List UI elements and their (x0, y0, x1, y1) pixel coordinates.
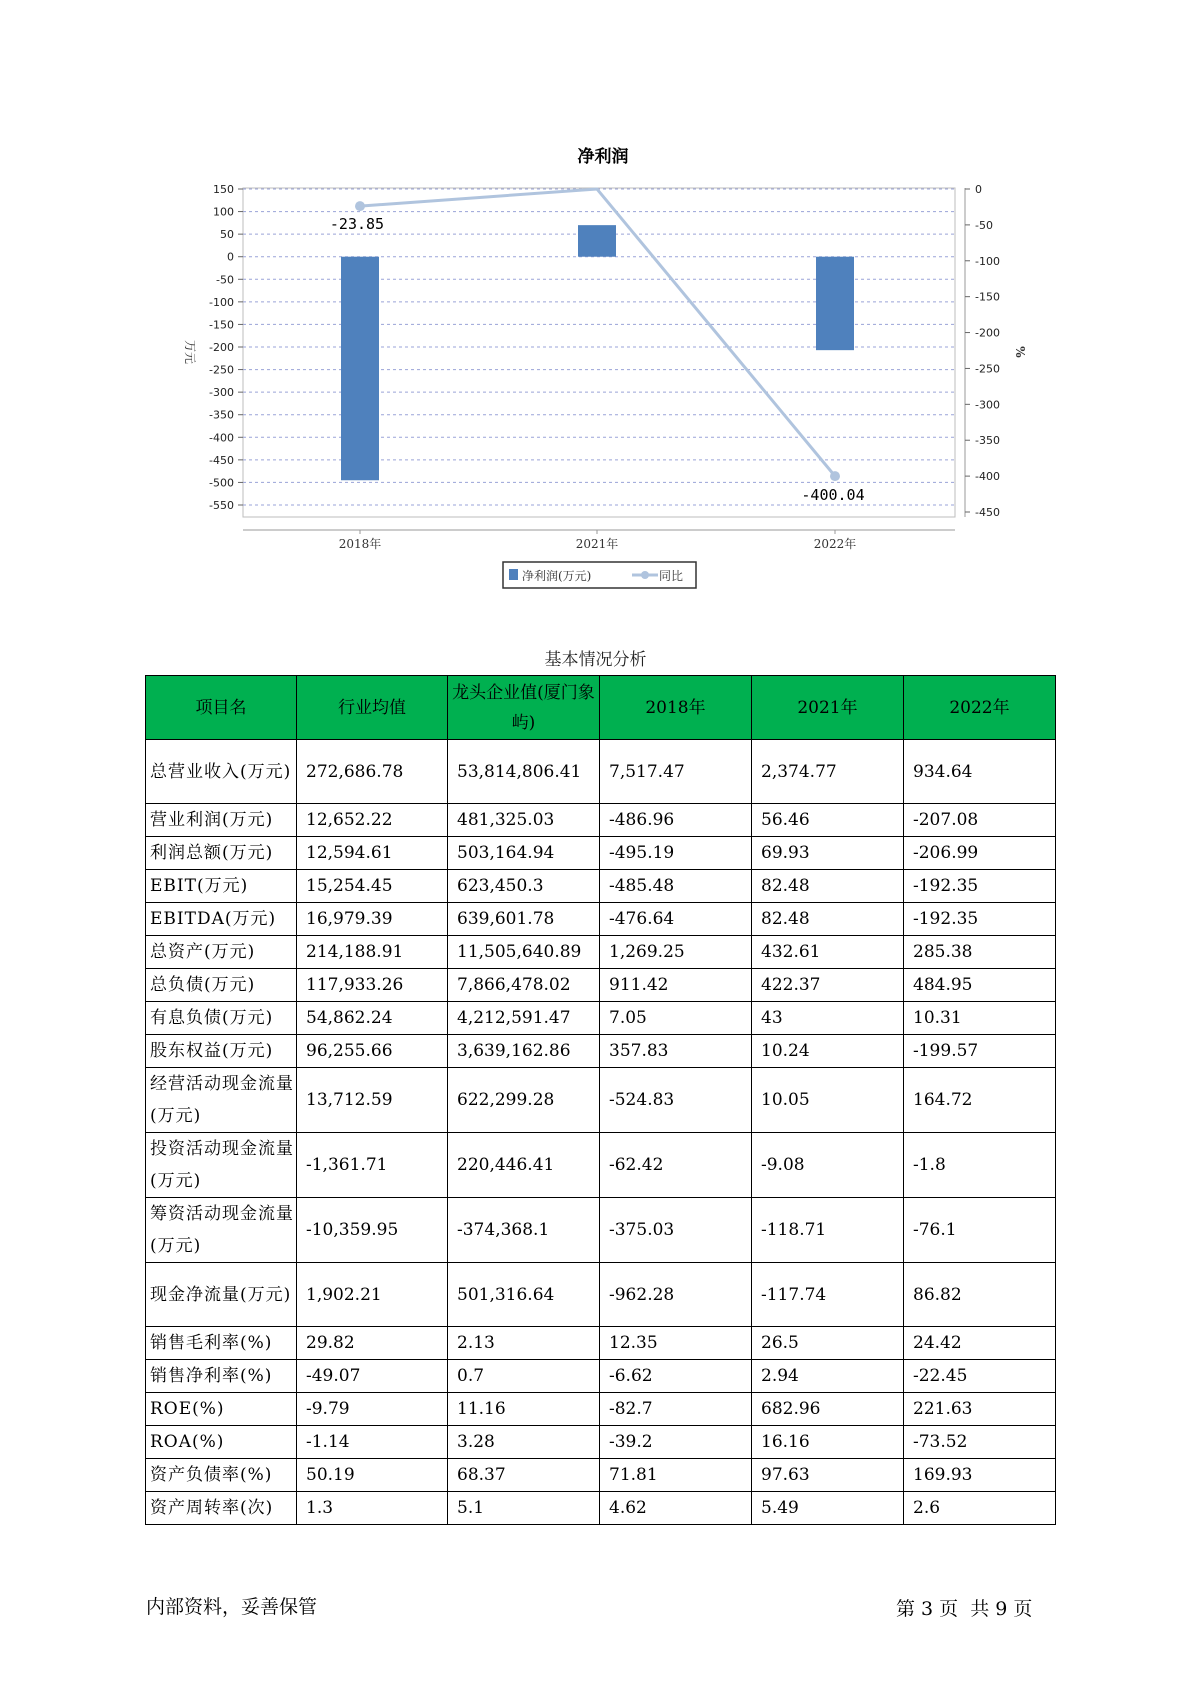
chart-title: 净利润 (577, 147, 629, 167)
table-cell: 97.63 (752, 1459, 904, 1492)
table-cell: 623,450.3 (448, 870, 600, 903)
row-label: 总资产(万元) (146, 936, 297, 969)
table-cell: 15,254.45 (297, 870, 448, 903)
table-cell: 285.38 (904, 936, 1056, 969)
table-cell: 53,814,806.41 (448, 740, 600, 804)
row-label: 资产负债率(%) (146, 1459, 297, 1492)
chart-canvas (0, 0, 1191, 620)
row-label: 营业利润(万元) (146, 804, 297, 837)
right-tick-label: -100 (975, 254, 1000, 268)
table-cell: 54,862.24 (297, 1002, 448, 1035)
left-tick-label: -300 (209, 386, 234, 400)
table-cell: -1.8 (904, 1133, 1056, 1198)
table-cell: -476.64 (600, 903, 752, 936)
table-cell: 0.7 (448, 1360, 600, 1393)
table-cell: 24.42 (904, 1327, 1056, 1360)
left-tick-label: 0 (227, 250, 234, 264)
x-tick-label: 2021年 (575, 537, 619, 551)
table-cell: -9.08 (752, 1133, 904, 1198)
bar-net-profit (578, 225, 616, 257)
footer-page-number: 第 3 页 共 9 页 (896, 1598, 1033, 1620)
right-tick-label: -250 (975, 362, 1000, 376)
table-cell: 1,902.21 (297, 1263, 448, 1327)
row-label: 利润总额(万元) (146, 837, 297, 870)
table-cell: 12,652.22 (297, 804, 448, 837)
legend-label-net-profit: 净利润(万元) (522, 569, 592, 583)
table-cell: 221.63 (904, 1393, 1056, 1426)
table-cell: 29.82 (297, 1327, 448, 1360)
table-cell: 357.83 (600, 1035, 752, 1068)
table-cell: -6.62 (600, 1360, 752, 1393)
table-cell: 2.94 (752, 1360, 904, 1393)
table-cell: -117.74 (752, 1263, 904, 1327)
right-tick-label: -400 (975, 470, 1000, 484)
table-cell: 214,188.91 (297, 936, 448, 969)
data-label-2018: -23.85 (329, 215, 385, 233)
table-cell: 82.48 (752, 903, 904, 936)
right-tick-label: -350 (975, 434, 1000, 448)
right-tick-label: -200 (975, 326, 1000, 340)
right-tick-label: -450 (975, 506, 1000, 519)
table-cell: 82.48 (752, 870, 904, 903)
table-row (146, 1133, 1056, 1198)
bar-net-profit (816, 257, 854, 350)
table-cell: -39.2 (600, 1426, 752, 1459)
left-tick-label: -100 (209, 295, 234, 309)
right-tick-label: -300 (975, 398, 1000, 412)
table-row (146, 1492, 1056, 1525)
table-row (146, 969, 1056, 1002)
table-row (146, 1068, 1056, 1133)
table-row (146, 1035, 1056, 1068)
table-cell: -486.96 (600, 804, 752, 837)
table-cell: 639,601.78 (448, 903, 600, 936)
left-tick-label: -50 (216, 273, 234, 287)
table-row (146, 1263, 1056, 1327)
table-row (146, 1459, 1056, 1492)
legend-bar-swatch (509, 569, 518, 580)
row-label: 资产周转率(次) (146, 1492, 297, 1525)
line-point (355, 201, 365, 211)
col-header-industry-avg: 行业均值 (297, 676, 448, 740)
data-label-2022: -400.04 (801, 486, 865, 504)
col-header-2022: 2022年 (904, 676, 1056, 740)
x-tick-label: 2018年 (338, 537, 382, 551)
left-tick-label: -200 (209, 341, 234, 354)
left-tick-label: 50 (220, 228, 234, 242)
table-cell: 169.93 (904, 1459, 1056, 1492)
table-cell: 10.31 (904, 1002, 1056, 1035)
table-cell: 50.19 (297, 1459, 448, 1492)
legend-line-marker (641, 571, 649, 579)
line-point (830, 471, 840, 481)
table-cell: 3,639,162.86 (448, 1035, 600, 1068)
table-cell: -375.03 (600, 1198, 752, 1263)
table-cell: 13,712.59 (297, 1068, 448, 1133)
table-row (146, 1393, 1056, 1426)
table-cell: 56.46 (752, 804, 904, 837)
table-row (146, 1198, 1056, 1263)
left-tick-label: -400 (209, 431, 234, 445)
table-cell: 622,299.28 (448, 1068, 600, 1133)
table-row (146, 936, 1056, 969)
left-axis-title: 万元 (183, 339, 197, 365)
table-cell: -76.1 (904, 1198, 1056, 1263)
table-cell: 2.6 (904, 1492, 1056, 1525)
table-cell: 484.95 (904, 969, 1056, 1002)
table-cell: 220,446.41 (448, 1133, 600, 1198)
table-cell: 68.37 (448, 1459, 600, 1492)
left-tick-label: 150 (213, 183, 234, 196)
row-label: 筹资活动现金流量(万元) (146, 1198, 297, 1263)
table-cell: 10.05 (752, 1068, 904, 1133)
col-header-2021: 2021年 (752, 676, 904, 740)
table-row (146, 1426, 1056, 1459)
right-tick-label: 0 (975, 183, 982, 196)
table-cell: 2,374.77 (752, 740, 904, 804)
table-cell: 4,212,591.47 (448, 1002, 600, 1035)
table-cell: 96,255.66 (297, 1035, 448, 1068)
table-cell: 43 (752, 1002, 904, 1035)
table-row (146, 740, 1056, 804)
table-cell: 5.49 (752, 1492, 904, 1525)
table-cell: 11.16 (448, 1393, 600, 1426)
table-cell: 4.62 (600, 1492, 752, 1525)
table-cell: 5.1 (448, 1492, 600, 1525)
row-label: 总负债(万元) (146, 969, 297, 1002)
row-label: 现金净流量(万元) (146, 1263, 297, 1327)
row-label: ROE(%) (146, 1393, 297, 1426)
right-axis-title: % (1013, 346, 1027, 358)
left-tick-label: -450 (209, 453, 234, 467)
table-cell: 117,933.26 (297, 969, 448, 1002)
left-tick-label: -150 (209, 318, 234, 332)
table-cell: -192.35 (904, 903, 1056, 936)
table-cell: 16.16 (752, 1426, 904, 1459)
right-tick-label: -50 (975, 218, 993, 232)
table-cell: 503,164.94 (448, 837, 600, 870)
left-tick-label: -500 (209, 476, 234, 490)
table-cell: -485.48 (600, 870, 752, 903)
footer-confidential: 内部资料，妥善保管 (146, 1596, 318, 1618)
table-cell: -962.28 (600, 1263, 752, 1327)
table-cell: -199.57 (904, 1035, 1056, 1068)
table-cell: 7,517.47 (600, 740, 752, 804)
row-label: 销售毛利率(%) (146, 1327, 297, 1360)
table-cell: -1.14 (297, 1426, 448, 1459)
left-tick-label: -550 (209, 499, 234, 512)
table-cell: -9.79 (297, 1393, 448, 1426)
table-cell: 86.82 (904, 1263, 1056, 1327)
row-label: ROA(%) (146, 1426, 297, 1459)
table-row (146, 1002, 1056, 1035)
table-cell: 422.37 (752, 969, 904, 1002)
table-cell: -374,368.1 (448, 1198, 600, 1263)
table-cell: -118.71 (752, 1198, 904, 1263)
row-label: 总营业收入(万元) (146, 740, 297, 804)
table-caption: 基本情况分析 (544, 650, 647, 670)
table-cell: -73.52 (904, 1426, 1056, 1459)
table-cell: -82.7 (600, 1393, 752, 1426)
table-row (146, 804, 1056, 837)
col-header-leader: 龙头企业值(厦门象屿) (448, 676, 600, 740)
col-header-name: 项目名 (146, 676, 297, 740)
net-profit-chart (0, 0, 1191, 620)
bar-net-profit (341, 257, 379, 481)
table-cell: 3.28 (448, 1426, 600, 1459)
row-label: 投资活动现金流量(万元) (146, 1133, 297, 1198)
left-tick-label: -350 (209, 408, 234, 422)
basic-analysis-table (145, 675, 1056, 1525)
table-cell: 432.61 (752, 936, 904, 969)
table-row (146, 903, 1056, 936)
table-row (146, 1360, 1056, 1393)
row-label: 销售净利率(%) (146, 1360, 297, 1393)
table-cell: 7.05 (600, 1002, 752, 1035)
table-cell: 11,505,640.89 (448, 936, 600, 969)
table-cell: 481,325.03 (448, 804, 600, 837)
row-label: EBIT(万元) (146, 870, 297, 903)
row-label: 有息负债(万元) (146, 1002, 297, 1035)
table-cell: -49.07 (297, 1360, 448, 1393)
left-tick-label: -250 (209, 363, 234, 377)
table-cell: 682.96 (752, 1393, 904, 1426)
table-cell: 2.13 (448, 1327, 600, 1360)
table-cell: 16,979.39 (297, 903, 448, 936)
table-cell: 26.5 (752, 1327, 904, 1360)
table-cell: -1,361.71 (297, 1133, 448, 1198)
table-cell: -22.45 (904, 1360, 1056, 1393)
table-cell: 12.35 (600, 1327, 752, 1360)
row-label: 股东权益(万元) (146, 1035, 297, 1068)
table-cell: 272,686.78 (297, 740, 448, 804)
table-cell: 1.3 (297, 1492, 448, 1525)
table-cell: -495.19 (600, 837, 752, 870)
table-cell: -62.42 (600, 1133, 752, 1198)
table-cell: 1,269.25 (600, 936, 752, 969)
table-row (146, 1327, 1056, 1360)
table-cell: 501,316.64 (448, 1263, 600, 1327)
table-cell: 10.24 (752, 1035, 904, 1068)
table-header-row (146, 676, 1056, 740)
x-tick-label: 2022年 (813, 537, 857, 551)
row-label: EBITDA(万元) (146, 903, 297, 936)
table-cell: -207.08 (904, 804, 1056, 837)
right-tick-label: -150 (975, 290, 1000, 304)
table-cell: -10,359.95 (297, 1198, 448, 1263)
table-cell: 7,866,478.02 (448, 969, 600, 1002)
table-cell: 12,594.61 (297, 837, 448, 870)
table-cell: -192.35 (904, 870, 1056, 903)
table-cell: -206.99 (904, 837, 1056, 870)
table-row (146, 837, 1056, 870)
col-header-2018: 2018年 (600, 676, 752, 740)
table-cell: 71.81 (600, 1459, 752, 1492)
row-label: 经营活动现金流量(万元) (146, 1068, 297, 1133)
left-tick-label: 100 (213, 205, 234, 219)
table-cell: 164.72 (904, 1068, 1056, 1133)
table-row (146, 870, 1056, 903)
table-cell: -524.83 (600, 1068, 752, 1133)
table-cell: 911.42 (600, 969, 752, 1002)
table-cell: 69.93 (752, 837, 904, 870)
legend-label-yoy: 同比 (659, 569, 684, 583)
table-cell: 934.64 (904, 740, 1056, 804)
